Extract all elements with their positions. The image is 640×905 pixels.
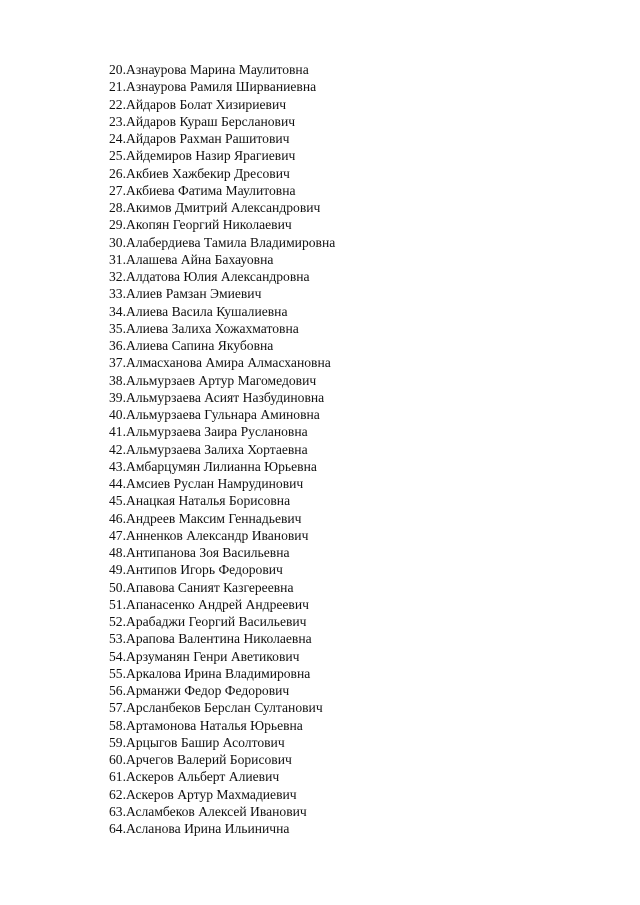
item-number-dot: . bbox=[122, 665, 126, 681]
item-number-dot: . bbox=[122, 596, 126, 612]
list-item bbox=[109, 96, 335, 113]
person-name: Альмурзаева Асият Назбудиновна bbox=[126, 389, 325, 405]
person-name: Арманжи Федор Федорович bbox=[126, 683, 290, 698]
list-item bbox=[109, 303, 335, 320]
person-name: Арцыгов Башир Асолтович bbox=[126, 734, 285, 750]
item-number: 45 bbox=[109, 493, 123, 509]
item-number-dot: . bbox=[122, 372, 126, 388]
item-number-dot: . bbox=[122, 527, 126, 543]
person-name: Алиев Рамзан Эмиевич bbox=[126, 286, 262, 302]
item-number-dot: . bbox=[122, 821, 126, 836]
list-item bbox=[109, 199, 335, 216]
list-item bbox=[109, 648, 335, 665]
item-number-dot: . bbox=[122, 786, 126, 802]
item-number: 53 bbox=[109, 631, 123, 647]
list-item bbox=[109, 803, 335, 820]
item-number-dot: . bbox=[122, 717, 126, 733]
person-name: Айдаров Болат Хизириевич bbox=[126, 96, 287, 112]
list-item bbox=[109, 406, 335, 423]
item-number-dot: . bbox=[122, 320, 126, 336]
person-name: Альмурзаева Гульнара Аминовна bbox=[126, 407, 320, 422]
item-number: 35 bbox=[109, 320, 123, 336]
list-item bbox=[109, 458, 335, 475]
item-number-dot: . bbox=[122, 734, 126, 750]
person-name: Артамонова Наталья Юрьевна bbox=[126, 717, 303, 733]
item-number-dot: . bbox=[122, 769, 126, 785]
list-item bbox=[109, 786, 335, 803]
list-item bbox=[109, 527, 335, 544]
item-number-dot: . bbox=[122, 648, 126, 664]
item-number: 41 bbox=[109, 424, 123, 440]
list-item bbox=[109, 337, 335, 354]
person-name: Альмурзаева Заира Руслановна bbox=[126, 424, 308, 440]
item-number: 63 bbox=[109, 803, 123, 819]
item-number: 33 bbox=[109, 286, 123, 302]
list-item bbox=[109, 113, 335, 130]
item-number: 39 bbox=[109, 389, 123, 405]
item-number-dot: . bbox=[122, 700, 126, 716]
item-number-dot: . bbox=[122, 131, 126, 146]
item-number-dot: . bbox=[122, 389, 126, 405]
person-name: Антипанова Зоя Васильевна bbox=[126, 545, 290, 560]
item-number-dot: . bbox=[122, 614, 126, 629]
list-item bbox=[109, 682, 335, 699]
list-item bbox=[109, 579, 335, 596]
person-name: Аскеров Альберт Алиевич bbox=[126, 769, 280, 785]
list-item bbox=[109, 751, 335, 768]
item-number-dot: . bbox=[122, 182, 126, 198]
person-name: Арабаджи Георгий Васильевич bbox=[126, 614, 307, 629]
list-item bbox=[109, 734, 335, 751]
person-name: Амсиев Руслан Намрудинович bbox=[126, 476, 304, 491]
person-name: Апанасенко Андрей Андреевич bbox=[126, 596, 309, 612]
item-number-dot: . bbox=[122, 251, 126, 267]
list-item bbox=[109, 320, 335, 337]
item-number-dot: . bbox=[122, 62, 126, 77]
item-number-dot: . bbox=[122, 338, 126, 353]
item-number-dot: . bbox=[122, 631, 126, 647]
item-number: 40 bbox=[109, 407, 123, 422]
item-number: 48 bbox=[109, 545, 123, 560]
list-item bbox=[109, 423, 335, 440]
item-number-dot: . bbox=[122, 355, 126, 371]
item-number-dot: . bbox=[122, 493, 126, 509]
list-item bbox=[109, 596, 335, 613]
person-name: Аркалова Ирина Владимировна bbox=[126, 665, 311, 681]
list-item bbox=[109, 165, 335, 182]
item-number-dot: . bbox=[122, 217, 126, 233]
item-number: 44 bbox=[109, 476, 123, 491]
item-number-dot: . bbox=[122, 286, 126, 302]
item-number: 50 bbox=[109, 579, 123, 595]
person-name: Азнаурова Рамиля Ширваниевна bbox=[126, 79, 317, 95]
item-number: 29 bbox=[109, 217, 123, 233]
item-number: 27 bbox=[109, 182, 123, 198]
item-number-dot: . bbox=[122, 303, 126, 319]
item-number: 38 bbox=[109, 372, 123, 388]
item-number-dot: . bbox=[122, 579, 126, 595]
person-name: Асланова Ирина Ильинична bbox=[126, 821, 290, 836]
person-name: Альмурзаев Артур Магомедович bbox=[126, 372, 317, 388]
item-number-dot: . bbox=[122, 269, 126, 284]
list-item bbox=[109, 820, 335, 837]
list-item bbox=[109, 665, 335, 682]
item-number: 58 bbox=[109, 717, 123, 733]
person-name: Аскеров Артур Махмадиевич bbox=[126, 786, 297, 802]
item-number: 42 bbox=[109, 441, 123, 457]
list-item bbox=[109, 251, 335, 268]
person-name: Алиева Сапина Якубовна bbox=[126, 338, 274, 353]
list-item bbox=[109, 630, 335, 647]
list-item bbox=[109, 492, 335, 509]
list-item bbox=[109, 441, 335, 458]
item-number: 26 bbox=[109, 165, 123, 181]
item-number-dot: . bbox=[122, 234, 126, 250]
list-item bbox=[109, 234, 335, 251]
list-item bbox=[109, 130, 335, 147]
item-number-dot: . bbox=[122, 424, 126, 440]
person-name: Анацкая Наталья Борисовна bbox=[126, 493, 291, 509]
item-number: 47 bbox=[109, 527, 123, 543]
item-number-dot: . bbox=[122, 752, 126, 767]
person-name: Айдемиров Назир Ярагиевич bbox=[126, 148, 296, 164]
list-item bbox=[109, 216, 335, 233]
item-number: 62 bbox=[109, 786, 123, 802]
item-number: 59 bbox=[109, 734, 123, 750]
item-number: 36 bbox=[109, 338, 123, 353]
person-name: Арапова Валентина Николаевна bbox=[126, 631, 312, 647]
item-number: 60 bbox=[109, 752, 123, 767]
item-number: 61 bbox=[109, 769, 123, 785]
item-number: 23 bbox=[109, 113, 123, 129]
list-item bbox=[109, 475, 335, 492]
list-item bbox=[109, 510, 335, 527]
list-item bbox=[109, 78, 335, 95]
list-item bbox=[109, 768, 335, 785]
item-number: 30 bbox=[109, 234, 123, 250]
item-number: 21 bbox=[109, 79, 123, 95]
item-number: 34 bbox=[109, 303, 123, 319]
person-name: Акимов Дмитрий Александрович bbox=[126, 200, 321, 215]
item-number-dot: . bbox=[122, 79, 126, 95]
person-name: Азнаурова Марина Маулитовна bbox=[126, 62, 309, 77]
person-name: Акбиев Хажбекир Дресович bbox=[126, 165, 290, 181]
name-list bbox=[109, 61, 335, 837]
person-name: Арсланбеков Берслан Султанович bbox=[126, 700, 323, 716]
person-name: Алашева Айна Бахауовна bbox=[126, 251, 274, 267]
list-item bbox=[109, 613, 335, 630]
item-number-dot: . bbox=[122, 683, 126, 698]
item-number-dot: . bbox=[122, 803, 126, 819]
item-number-dot: . bbox=[122, 200, 126, 215]
item-number: 28 bbox=[109, 200, 123, 215]
item-number: 24 bbox=[109, 131, 123, 146]
item-number: 22 bbox=[109, 96, 123, 112]
person-name: Арчегов Валерий Борисович bbox=[126, 752, 292, 767]
item-number: 57 bbox=[109, 700, 123, 716]
item-number-dot: . bbox=[122, 562, 126, 578]
item-number: 25 bbox=[109, 148, 123, 164]
item-number-dot: . bbox=[122, 148, 126, 164]
item-number: 49 bbox=[109, 562, 123, 578]
list-item bbox=[109, 544, 335, 561]
list-item bbox=[109, 147, 335, 164]
list-item bbox=[109, 285, 335, 302]
list-item bbox=[109, 717, 335, 734]
list-item bbox=[109, 182, 335, 199]
item-number-dot: . bbox=[122, 441, 126, 457]
item-number: 52 bbox=[109, 614, 123, 629]
person-name: Алмасханова Амира Алмасхановна bbox=[126, 355, 331, 371]
item-number-dot: . bbox=[122, 407, 126, 422]
item-number-dot: . bbox=[122, 458, 126, 474]
item-number: 43 bbox=[109, 458, 123, 474]
list-item bbox=[109, 389, 335, 406]
person-name: Анненков Александр Иванович bbox=[126, 527, 309, 543]
item-number: 64 bbox=[109, 821, 123, 836]
item-number-dot: . bbox=[122, 165, 126, 181]
person-name: Алиева Залиха Хожахматовна bbox=[126, 320, 299, 336]
person-name: Амбарцумян Лилианна Юрьевна bbox=[126, 458, 317, 474]
person-name: Акопян Георгий Николаевич bbox=[126, 217, 292, 233]
person-name: Айдаров Рахман Рашитович bbox=[126, 131, 290, 146]
item-number-dot: . bbox=[122, 510, 126, 526]
item-number: 31 bbox=[109, 251, 123, 267]
list-item bbox=[109, 61, 335, 78]
list-item bbox=[109, 268, 335, 285]
list-item bbox=[109, 372, 335, 389]
item-number: 20 bbox=[109, 62, 123, 77]
list-item bbox=[109, 561, 335, 578]
person-name: Айдаров Кураш Берсланович bbox=[126, 113, 296, 129]
list-item bbox=[109, 354, 335, 371]
person-name: Андреев Максим Геннадьевич bbox=[126, 510, 302, 526]
person-name: Альмурзаева Залиха Хортаевна bbox=[126, 441, 308, 457]
person-name: Асламбеков Алексей Иванович bbox=[126, 803, 307, 819]
item-number-dot: . bbox=[122, 476, 126, 491]
person-name: Апавова Саният Казгереевна bbox=[126, 579, 294, 595]
person-name: Алиева Васила Кушалиевна bbox=[126, 303, 288, 319]
item-number-dot: . bbox=[122, 545, 126, 560]
person-name: Алабердиева Тамила Владимировна bbox=[126, 234, 336, 250]
item-number: 46 bbox=[109, 510, 123, 526]
item-number-dot: . bbox=[122, 113, 126, 129]
item-number: 51 bbox=[109, 596, 123, 612]
person-name: Арзуманян Генри Аветикович bbox=[126, 648, 300, 664]
person-name: Акбиева Фатима Маулитовна bbox=[126, 182, 296, 198]
person-name: Алдатова Юлия Александровна bbox=[126, 269, 310, 284]
person-name: Антипов Игорь Федорович bbox=[126, 562, 283, 578]
item-number: 55 bbox=[109, 665, 123, 681]
item-number: 54 bbox=[109, 648, 123, 664]
item-number: 37 bbox=[109, 355, 123, 371]
item-number: 56 bbox=[109, 683, 123, 698]
item-number: 32 bbox=[109, 269, 123, 284]
list-item bbox=[109, 699, 335, 716]
item-number-dot: . bbox=[122, 96, 126, 112]
